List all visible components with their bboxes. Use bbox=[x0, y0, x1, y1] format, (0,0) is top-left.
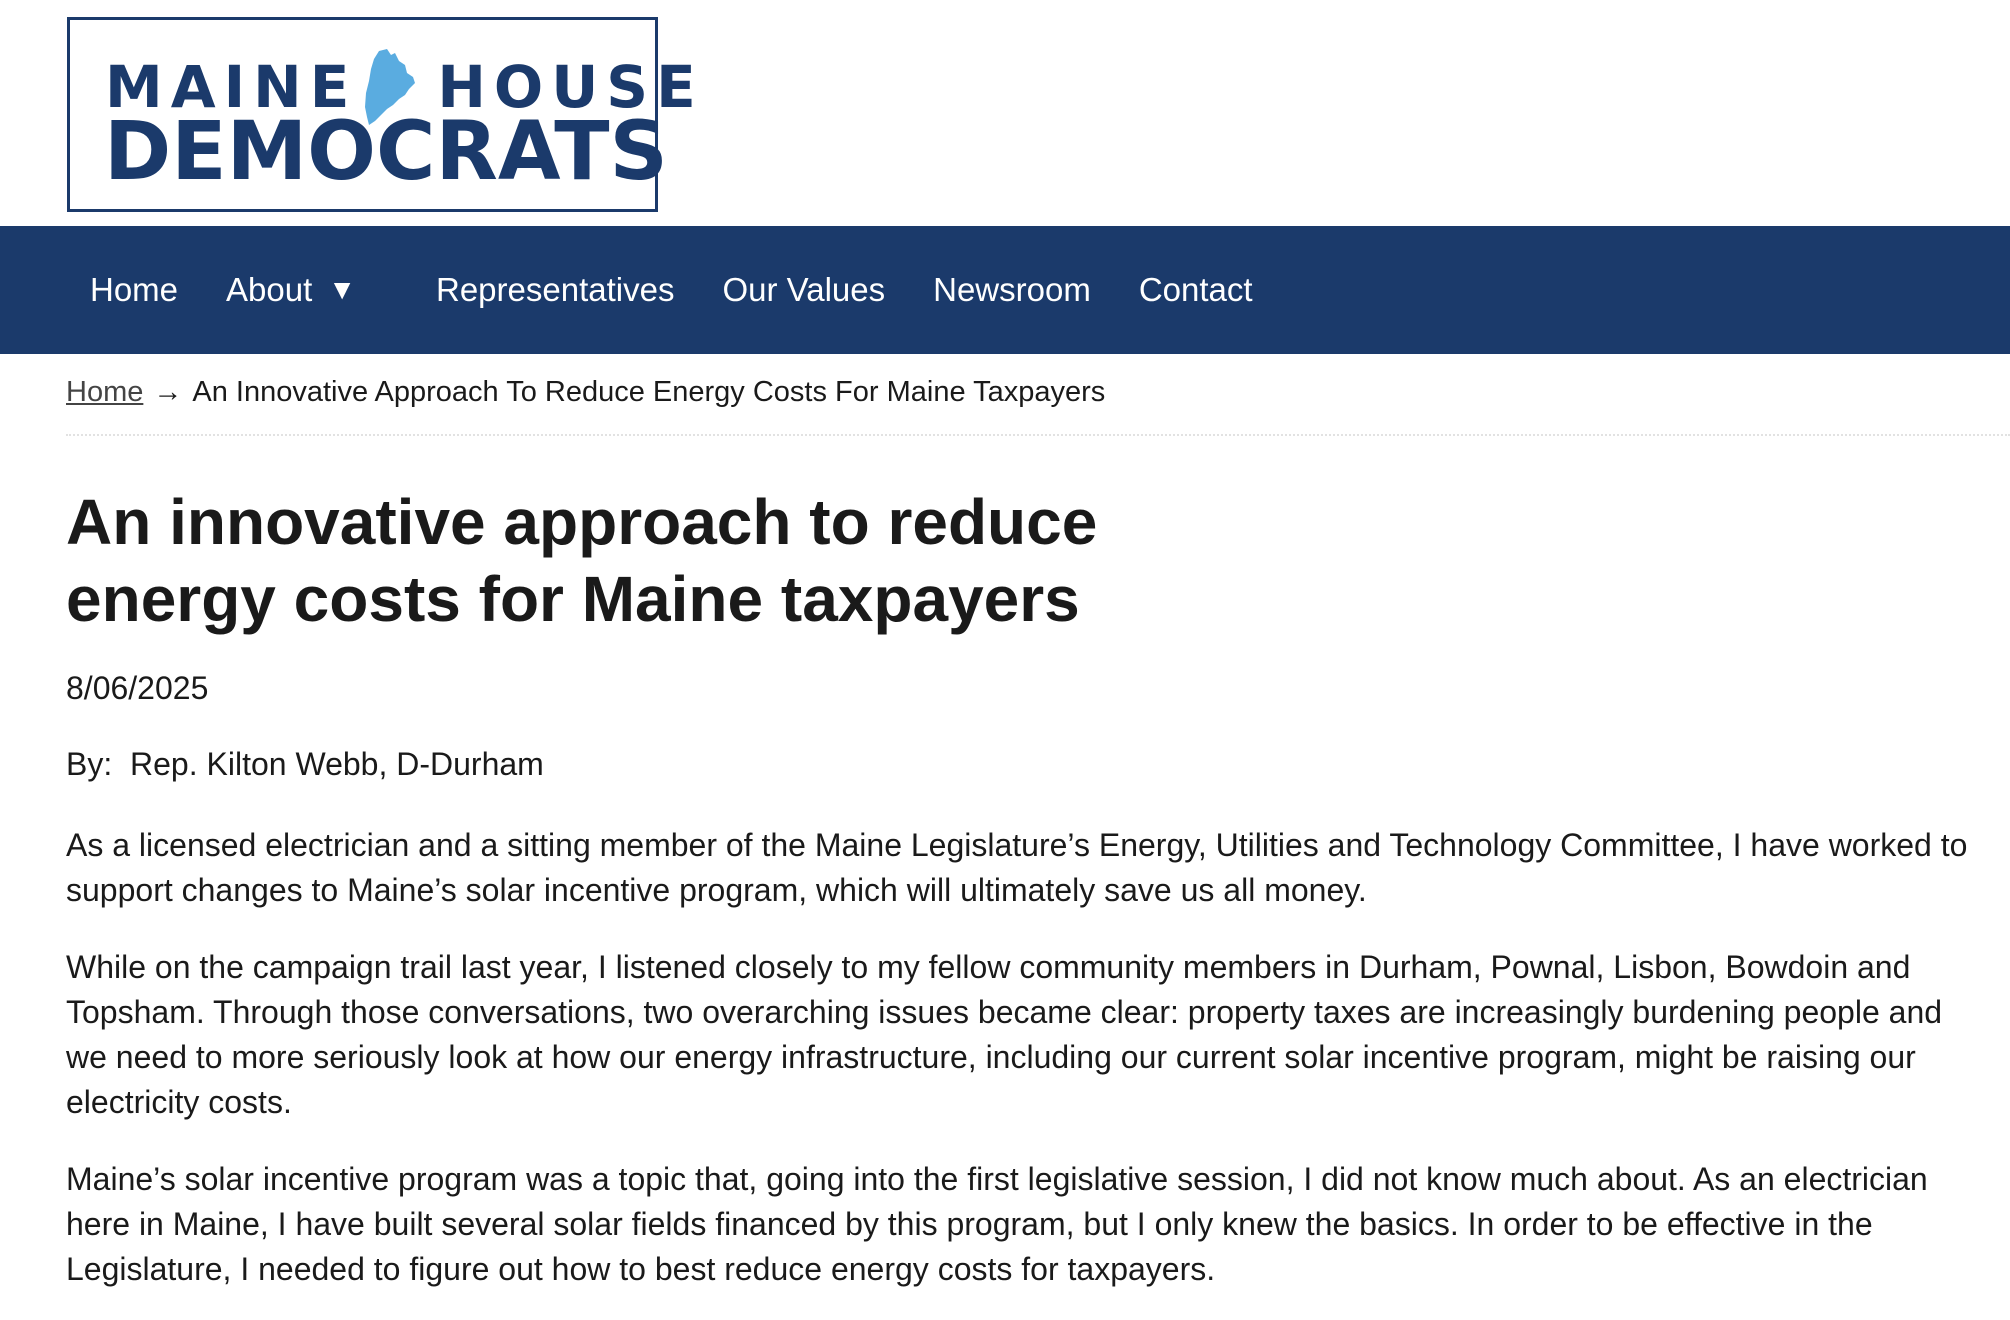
logo-word-democrats: DEMOCRATS bbox=[104, 105, 668, 199]
article-date: 8/06/2025 bbox=[66, 670, 209, 706]
logo-word-maine: MAINE bbox=[105, 53, 358, 121]
breadcrumb-current: An Innovative Approach To Reduce Energy Costs For Maine Taxpayers bbox=[192, 376, 1106, 408]
dropdown-caret-icon: ▼ bbox=[328, 274, 356, 305]
breadcrumb-arrow-icon: → bbox=[153, 376, 183, 408]
breadcrumb-divider bbox=[66, 434, 2010, 436]
nav-item-label: Representatives bbox=[436, 271, 675, 308]
site-logo[interactable] bbox=[67, 17, 704, 212]
nav-item-newsroom[interactable] bbox=[933, 271, 1091, 309]
main-navigation bbox=[0, 226, 2010, 354]
breadcrumb-home-link[interactable]: Home bbox=[66, 376, 144, 408]
article-title: An innovative approach to reduce energy costs for Maine taxpayers bbox=[66, 486, 1098, 635]
nav-item-label: Home bbox=[90, 271, 179, 308]
nav-item-label: Our Values bbox=[722, 271, 886, 308]
nav-item-contact[interactable] bbox=[1139, 271, 1253, 309]
nav-item-label: Contact bbox=[1138, 271, 1253, 308]
logo-word-house: HOUSE bbox=[437, 53, 704, 121]
article-byline: By: Rep. Kilton Webb, D-Durham bbox=[66, 746, 544, 782]
breadcrumb bbox=[66, 376, 1105, 409]
nav-item-representatives[interactable] bbox=[436, 271, 674, 309]
nav-item-label: Newsroom bbox=[933, 271, 1091, 308]
site-header bbox=[0, 0, 2010, 226]
nav-item-home[interactable] bbox=[90, 271, 178, 309]
article-paragraph: Maine’s solar incentive program was a topic that, going into the first legislative session, I did not know much about. As an electrician here in Maine, I have built several solar fields financed by this program, but I only knew the basics. In order to be effective in the Legislature, I needed to figure out how to best reduce energy costs for taxpayers. bbox=[66, 1161, 1928, 1287]
article-paragraph: While on the campaign trail last year, I listened closely to my fellow community members in Durham, Pownal, Lisbon, Bowdoin and Topsham. Through those conversations, two overarching issues became clear: property taxes are increasingly burdening people and we need to more seriously look at how our energy infrastructure, including our current solar incentive program, might be raising our electricity costs. bbox=[66, 949, 1943, 1120]
nav-item-about[interactable] bbox=[226, 271, 356, 309]
nav-item-our-values[interactable] bbox=[722, 271, 885, 309]
nav-item-label: About bbox=[226, 271, 313, 308]
article-paragraph: As a licensed electrician and a sitting member of the Maine Legislature’s Energy, Utilities and Technology Committee, I have worked to support changes to Maine’s solar incentive program, which will ultimately save us all money. bbox=[66, 827, 1968, 908]
